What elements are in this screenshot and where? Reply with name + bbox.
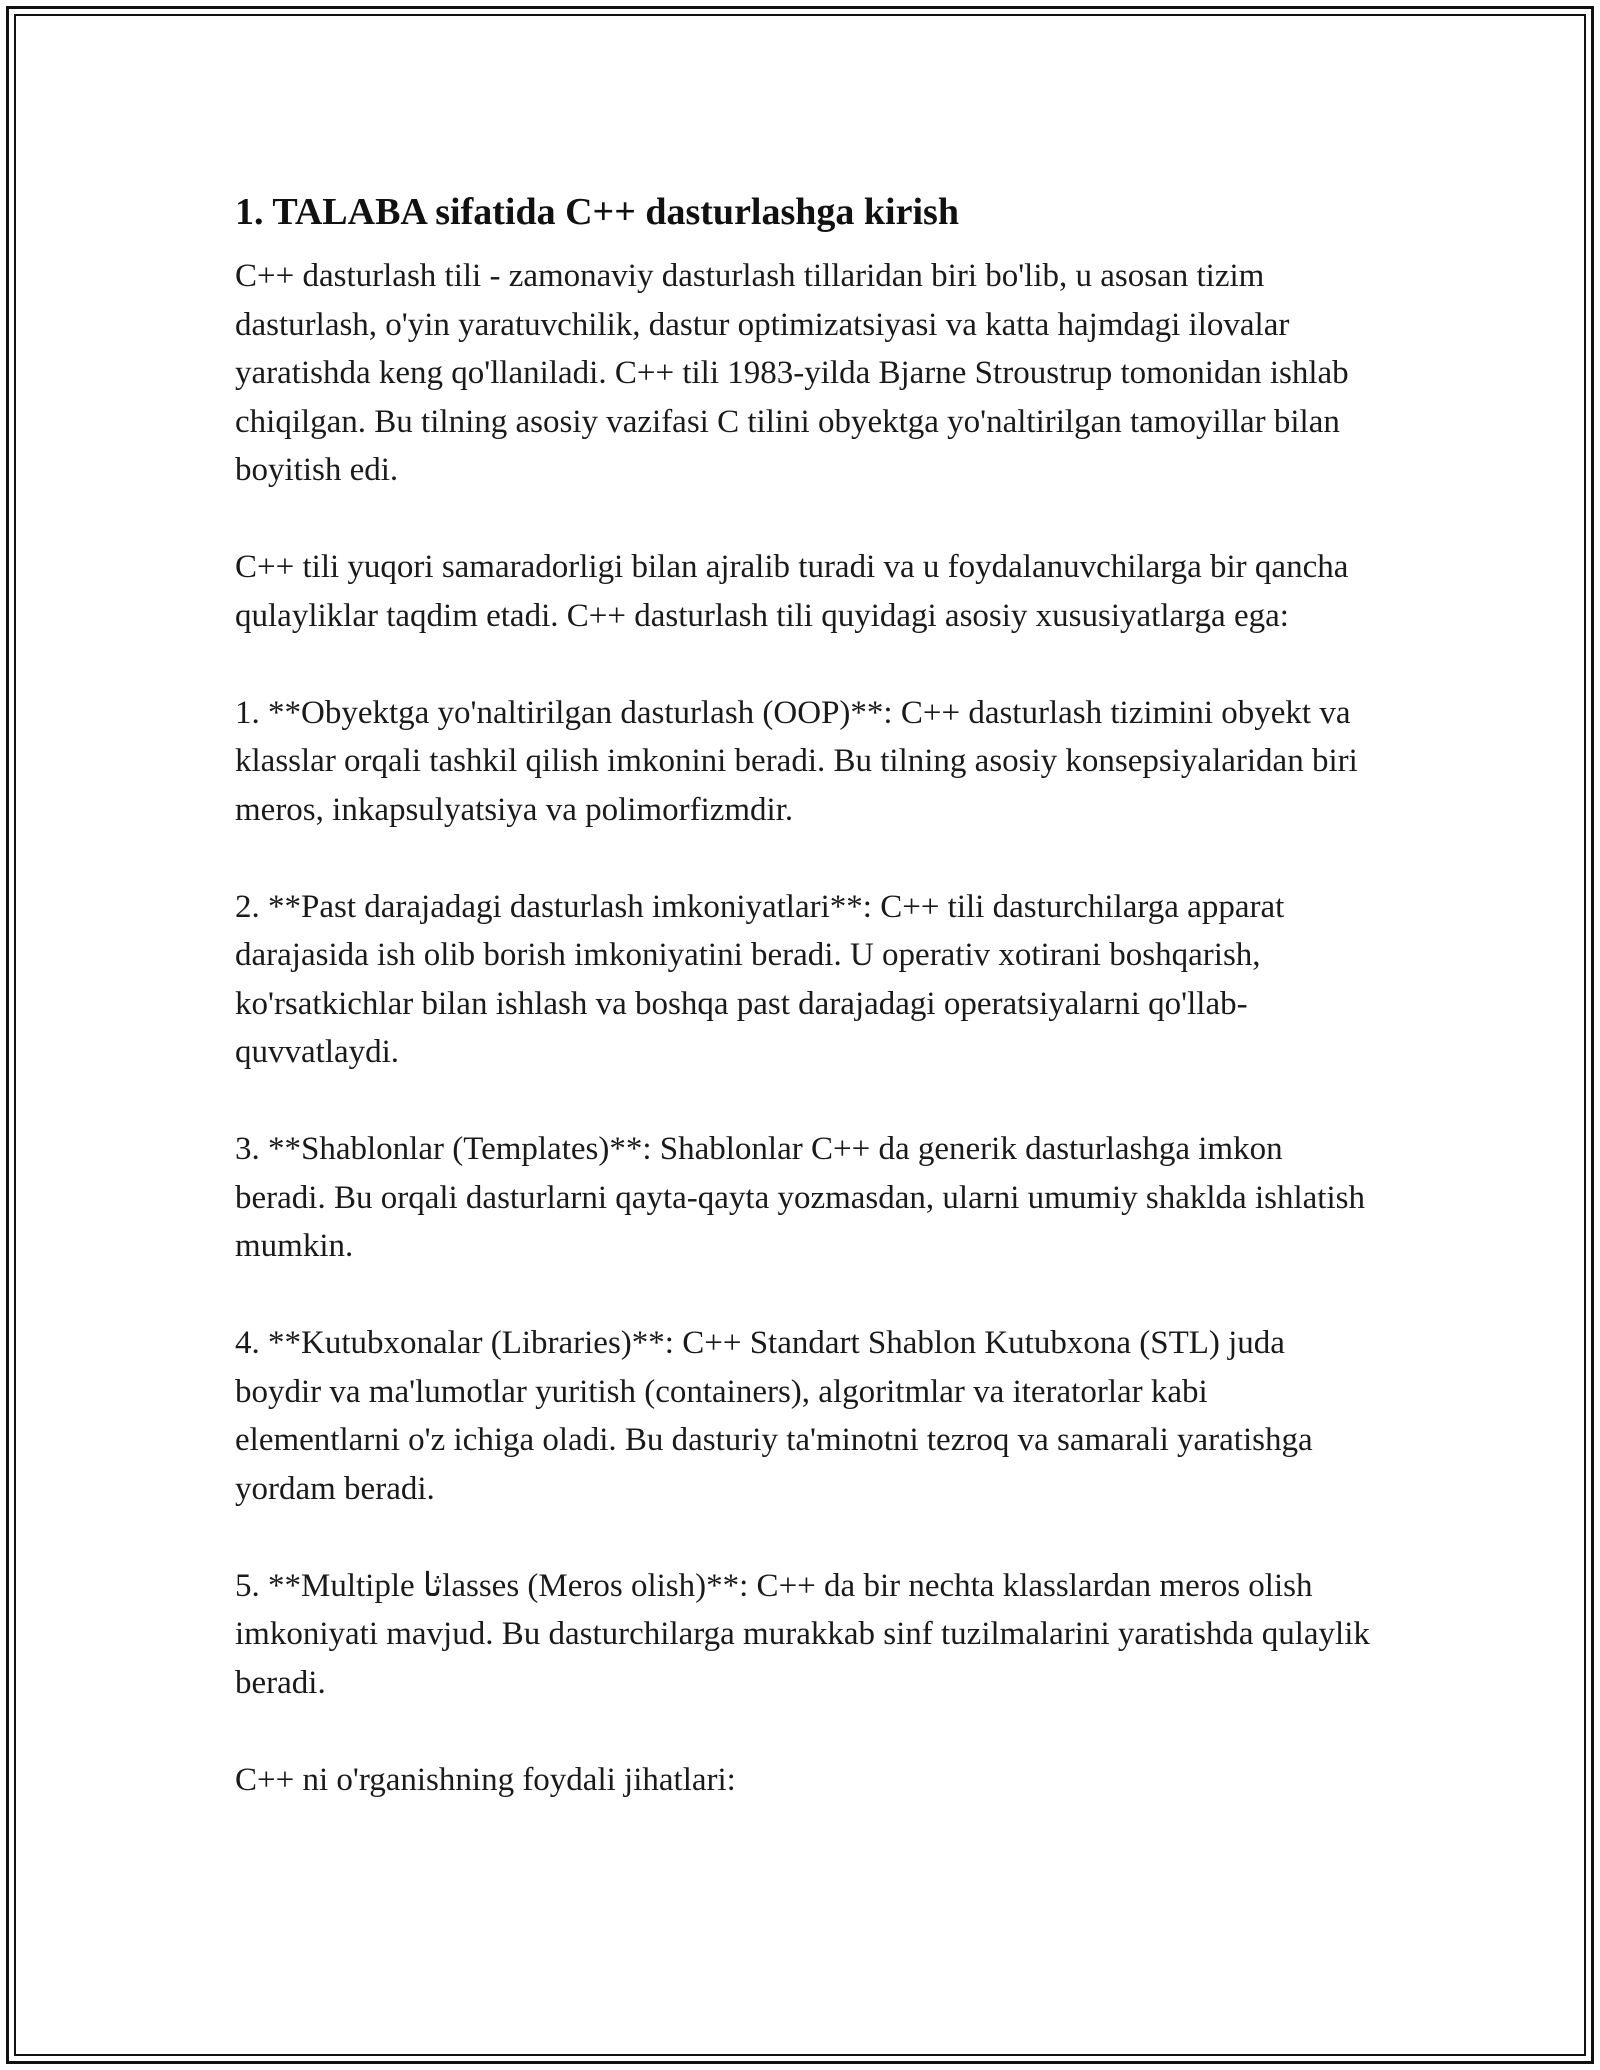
document-body (235, 186, 1375, 1804)
list-item-oop: 1. **Obyektga yo'naltirilgan dasturlash (OOP)**: C++ dasturlash tizimini obyekt va klasslar orqali tashkil qilish imkonini beradi. Bu tilning asosiy konsepsiyalaridan biri meros, inkapsulyatsiya va polimorfizmdir. (235, 694, 1358, 828)
list-item-templates: 3. **Shablonlar (Templates)**: Shablonlar C++ da generik dasturlashga imkon beradi. Bu orqali dasturlarni qayta-qayta yozmasdan, ularni umumiy shaklda ishlatish mumkin. (235, 1131, 1365, 1264)
list-item-low-level: 2. **Past darajadagi dasturlash imkoniyatlari**: C++ tili dasturchilarga apparat darajasida ish olib borish imkoniyatini beradi. U operativ xotirani boshqarish, ko'rsatkichlar bilan ishlash va boshqa past darajadagi operatsiyalarni qo'llab-quvvatlaydi. (235, 888, 1285, 1070)
document-heading: 1. TALABA sifatida C++ dasturlashga kirish (235, 191, 959, 233)
list-item-multiple-inheritance: 5. **Multiple ثاlasses (Meros olish)**: C++ da bir nechta klasslardan meros olish imkoniyati mavjud. Bu dasturchilarga murakkab sinf tuzilmalarini yaratishda qulaylik beradi. (235, 1567, 1370, 1701)
list-item-libraries: 4. **Kutubxonalar (Libraries)**: C++ Standart Shablon Kutubxona (STL) juda boydir va ma'lumotlar yuritish (containers), algoritmlar va iteratorlar kabi elementlarni o'z ichiga oladi. Bu dasturiy ta'minotni tezroq va samarali yaratishga yordam beradi. (235, 1325, 1313, 1507)
paragraph-intro: C++ dasturlash tili - zamonaviy dasturlash tillaridan biri bo'lib, u asosan tizim dasturlash, o'yin yaratuvchilik, dastur optimizatsiyasi va katta hajmdagi ilovalar yaratishda keng qo'llaniladi. C++ tili 1983-yilda Bjarne Stroustrup tomonidan ishlab chiqilgan. Bu tilning asosiy vazifasi C tilini obyektga yo'naltirilgan tamoyillar bilan boyitish edi. (235, 258, 1349, 488)
paragraph-features-intro: C++ tili yuqori samaradorligi bilan ajralib turadi va u foydalanuvchilarga bir qancha qulayliklar taqdim etadi. C++ dasturlash tili quyidagi asosiy xususiyatlarga ega: (235, 549, 1349, 634)
paragraph-benefits-lead: C++ ni o'rganishning foydali jihatlari: (235, 1761, 736, 1798)
